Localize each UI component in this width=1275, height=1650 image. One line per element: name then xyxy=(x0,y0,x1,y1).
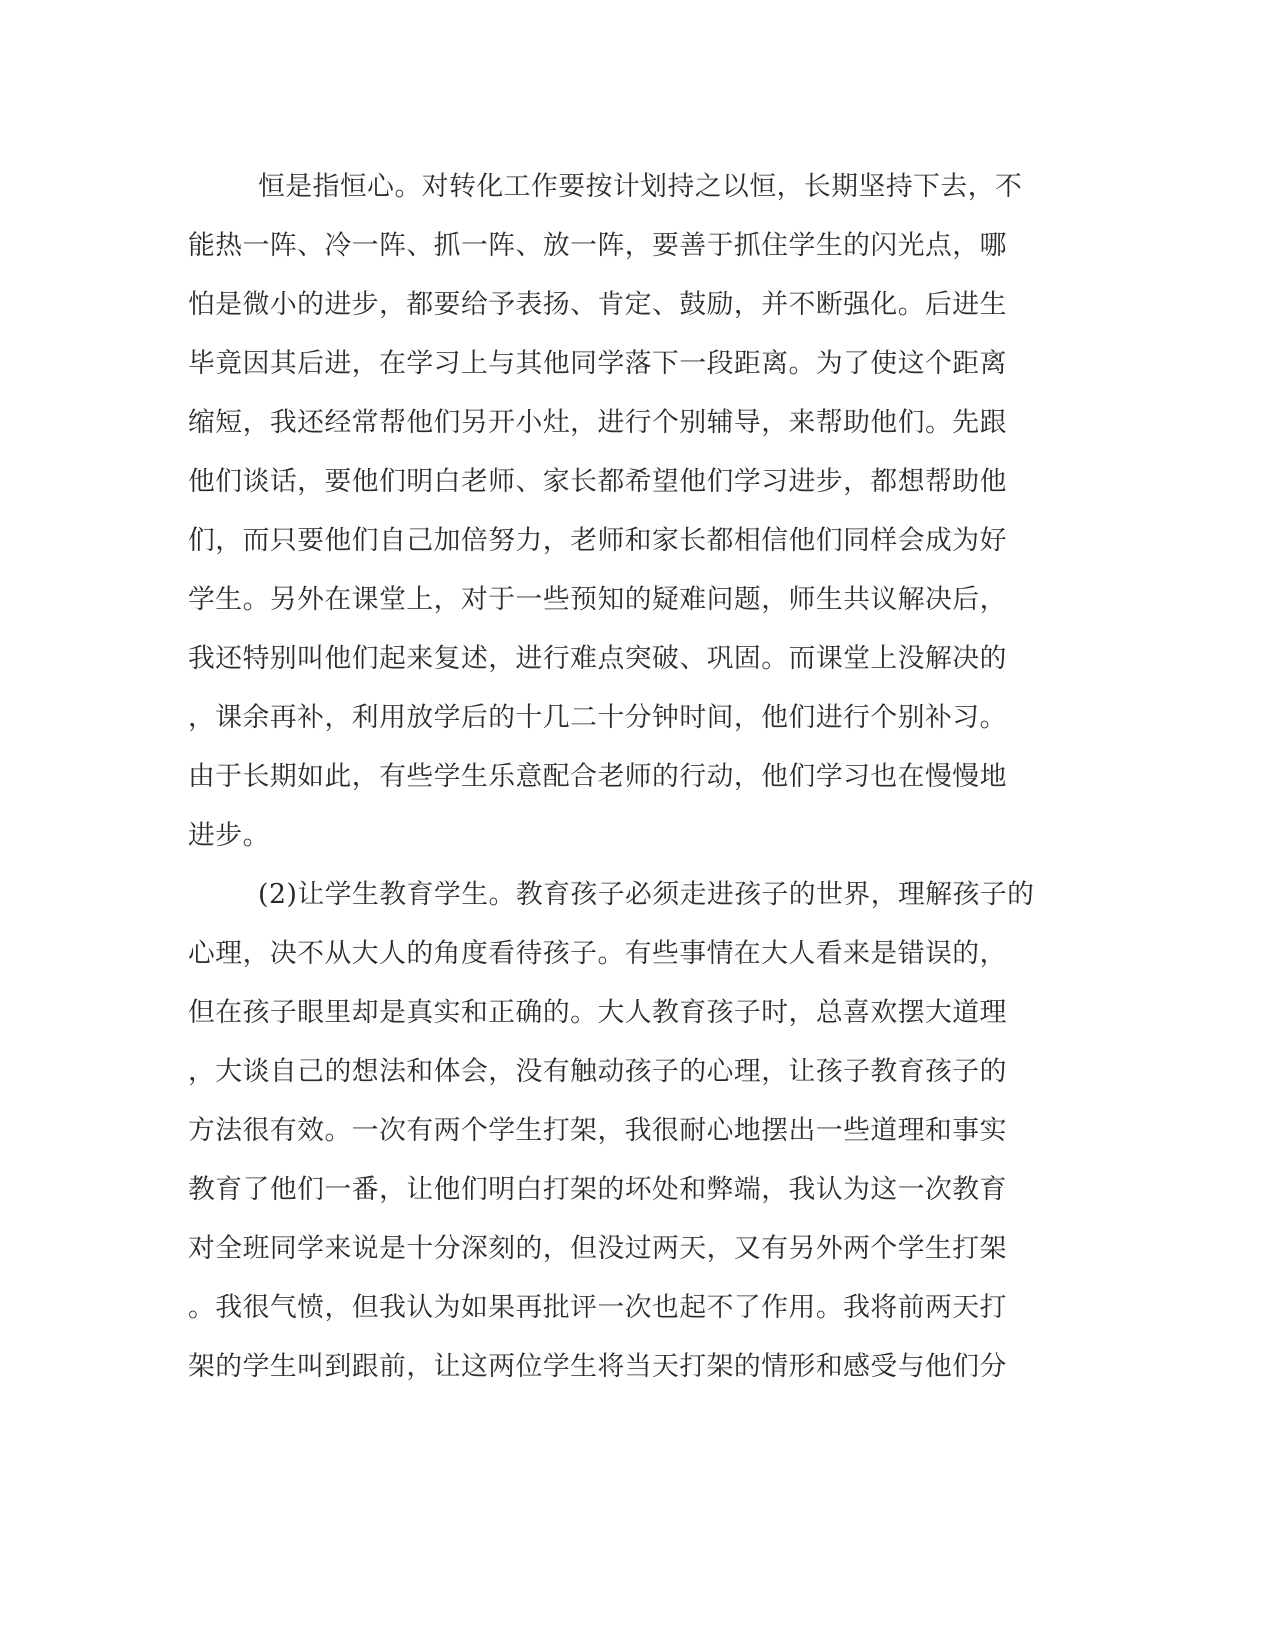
text-line: 我还特别叫他们起来复述，进行难点突破、巩固。而课堂上没解决的 xyxy=(188,643,1007,674)
text-line: ，课余再补，利用放学后的十几二十分钟时间，他们进行个别补习。 xyxy=(188,702,1007,733)
text-line: (2)让学生教育学生。教育孩子必须走进孩子的世界，理解孩子的 xyxy=(258,879,1035,910)
text-line: 。我很气愤，但我认为如果再批评一次也起不了作用。我将前两天打 xyxy=(188,1292,1007,1323)
text-line: 缩短，我还经常帮他们另开小灶，进行个别辅导，来帮助他们。先跟 xyxy=(188,407,1007,438)
text-line: 心理，决不从大人的角度看待孩子。有些事情在大人看来是错误的， xyxy=(188,938,1007,969)
text-line: 对全班同学来说是十分深刻的，但没过两天，又有另外两个学生打架 xyxy=(188,1233,1007,1264)
text-line: 进步。 xyxy=(188,820,270,851)
text-line: 但在孩子眼里却是真实和正确的。大人教育孩子时，总喜欢摆大道理 xyxy=(188,997,1007,1028)
text-line: 怕是微小的进步，都要给予表扬、肯定、鼓励，并不断强化。后进生 xyxy=(188,289,1007,320)
text-line: 方法很有效。一次有两个学生打架，我很耐心地摆出一些道理和事实 xyxy=(188,1115,1007,1146)
text-line: 能热一阵、冷一阵、抓一阵、放一阵，要善于抓住学生的闪光点，哪 xyxy=(188,230,1007,261)
text-line: 毕竟因其后进，在学习上与其他同学落下一段距离。为了使这个距离 xyxy=(188,348,1007,379)
text-line: 架的学生叫到跟前，让这两位学生将当天打架的情形和感受与他们分 xyxy=(188,1351,1007,1382)
text-line: 恒是指恒心。对转化工作要按计划持之以恒，长期坚持下去，不 xyxy=(258,171,1023,202)
text-line: 由于长期如此，有些学生乐意配合老师的行动，他们学习也在慢慢地 xyxy=(188,761,1007,792)
text-line: 们，而只要他们自己加倍努力，老师和家长都相信他们同样会成为好 xyxy=(188,525,1007,556)
text-line: 学生。另外在课堂上，对于一些预知的疑难问题，师生共议解决后， xyxy=(188,584,1007,615)
text-line: 教育了他们一番，让他们明白打架的坏处和弊端，我认为这一次教育 xyxy=(188,1174,1007,1205)
text-line: ，大谈自己的想法和体会，没有触动孩子的心理，让孩子教育孩子的 xyxy=(188,1056,1007,1087)
text-line: 他们谈话，要他们明白老师、家长都希望他们学习进步，都想帮助他 xyxy=(188,466,1007,497)
